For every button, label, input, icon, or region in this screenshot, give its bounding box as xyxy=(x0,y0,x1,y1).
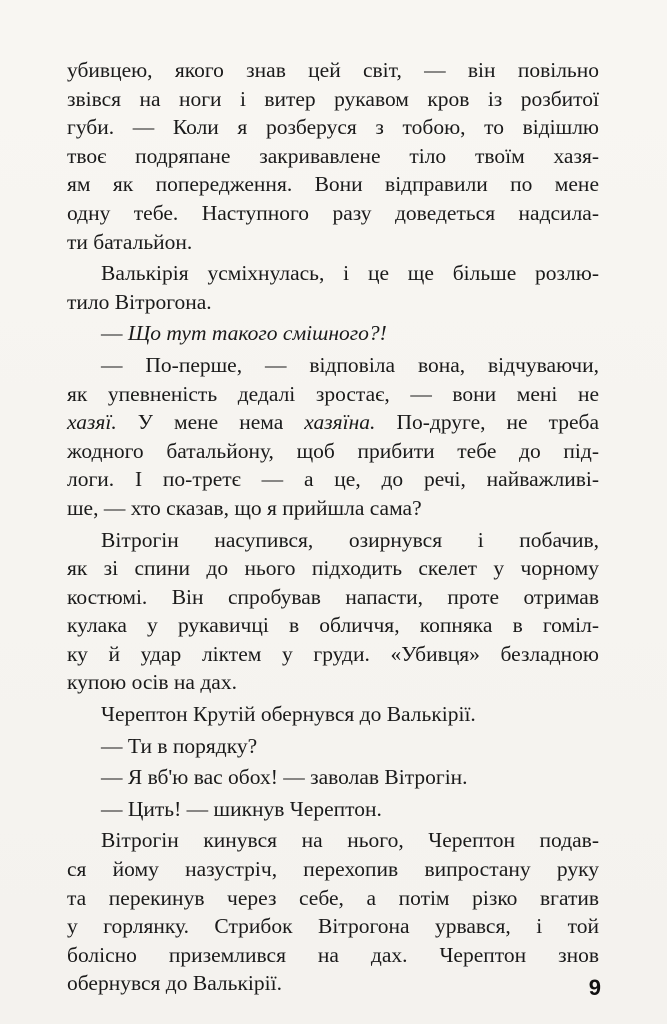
text-line: ше, — хто сказав, що я прийшла сама? xyxy=(67,495,422,520)
dialogue-line: — Я вб'ю вас обох! — заволав Вітрогін. xyxy=(101,765,468,790)
text-line: логи. І по-третє — а це, до речі, найважливі- xyxy=(67,467,599,492)
text-line: ти батальйон. xyxy=(67,229,193,254)
text-line: твоє подряпане закривавлене тіло твоїм хазя- xyxy=(67,143,599,168)
text-line: звівся на ноги і витер рукавом кров із розбитої xyxy=(67,86,599,111)
text-line: ся йому назустріч, перехопив випростану руку xyxy=(67,857,599,882)
text-line: губи. — Коли я розберуся з тобою, то відішлю xyxy=(67,115,599,140)
italic-word: хазяї. xyxy=(67,410,117,435)
text-line: як упевненість дедалі зростає, — вони мені не xyxy=(67,381,599,406)
text-line: та перекинув через себе, а потім різко вгатив xyxy=(67,885,599,910)
italic-word: хазяїна. xyxy=(304,410,376,435)
text-line: Валькірія усміхнулась, і це ще більше розлю- xyxy=(101,261,599,286)
dialogue-line: — Цить! — шикнув Черептон. xyxy=(101,796,382,821)
text-line: купою осів на дах. xyxy=(67,670,237,695)
text-line: обернувся до Валькірії. xyxy=(67,971,282,996)
text-line: Вітрогін насупився, озирнувся і побачив, xyxy=(101,527,599,552)
dash: — xyxy=(101,321,128,346)
text-line xyxy=(67,408,599,437)
text-line: Черептон Крутій обернувся до Валькірії. xyxy=(101,702,476,727)
text-line: — По-перше, — відповіла вона, відчуваючи, xyxy=(101,352,599,377)
text-line: костюмі. Він спробував напасти, проте отримав xyxy=(67,584,599,609)
dialogue-line: — Ти в порядку? xyxy=(101,733,258,758)
italic-speech: Що тут такого смішного?! xyxy=(127,321,387,346)
page-number: 9 xyxy=(588,975,601,1000)
dialogue-line xyxy=(67,319,599,348)
text-line: жодного батальйону, щоб прибити тебе до під- xyxy=(67,438,599,463)
text-line: у горлянку. Стрибок Вітрогона урвався, і той xyxy=(67,914,599,939)
body-text xyxy=(67,56,599,998)
text-fragment: У мене нема xyxy=(116,410,305,435)
text-line: тило Вітрогона. xyxy=(67,289,212,314)
text-line: як зі спини до нього підходить скелет у чорному xyxy=(67,556,599,581)
text-line: болісно приземлився на дах. Черептон знов xyxy=(67,942,599,967)
text-line: убивцею, якого знав цей світ, — він повільно xyxy=(67,58,599,82)
text-line: ям як попередження. Вони відправили по мене xyxy=(67,172,599,197)
text-line: кулака у рукавичці в обличчя, копняка в гоміл- xyxy=(67,613,599,638)
text-fragment: По-друге, не треба xyxy=(375,410,600,435)
text-line: ку й удар ліктем у груди. «Убивця» безладною xyxy=(67,641,599,666)
text-line: Вітрогін кинувся на нього, Черептон подав- xyxy=(101,828,599,853)
text-line: одну тебе. Наступного разу доведеться надсила- xyxy=(67,200,599,225)
